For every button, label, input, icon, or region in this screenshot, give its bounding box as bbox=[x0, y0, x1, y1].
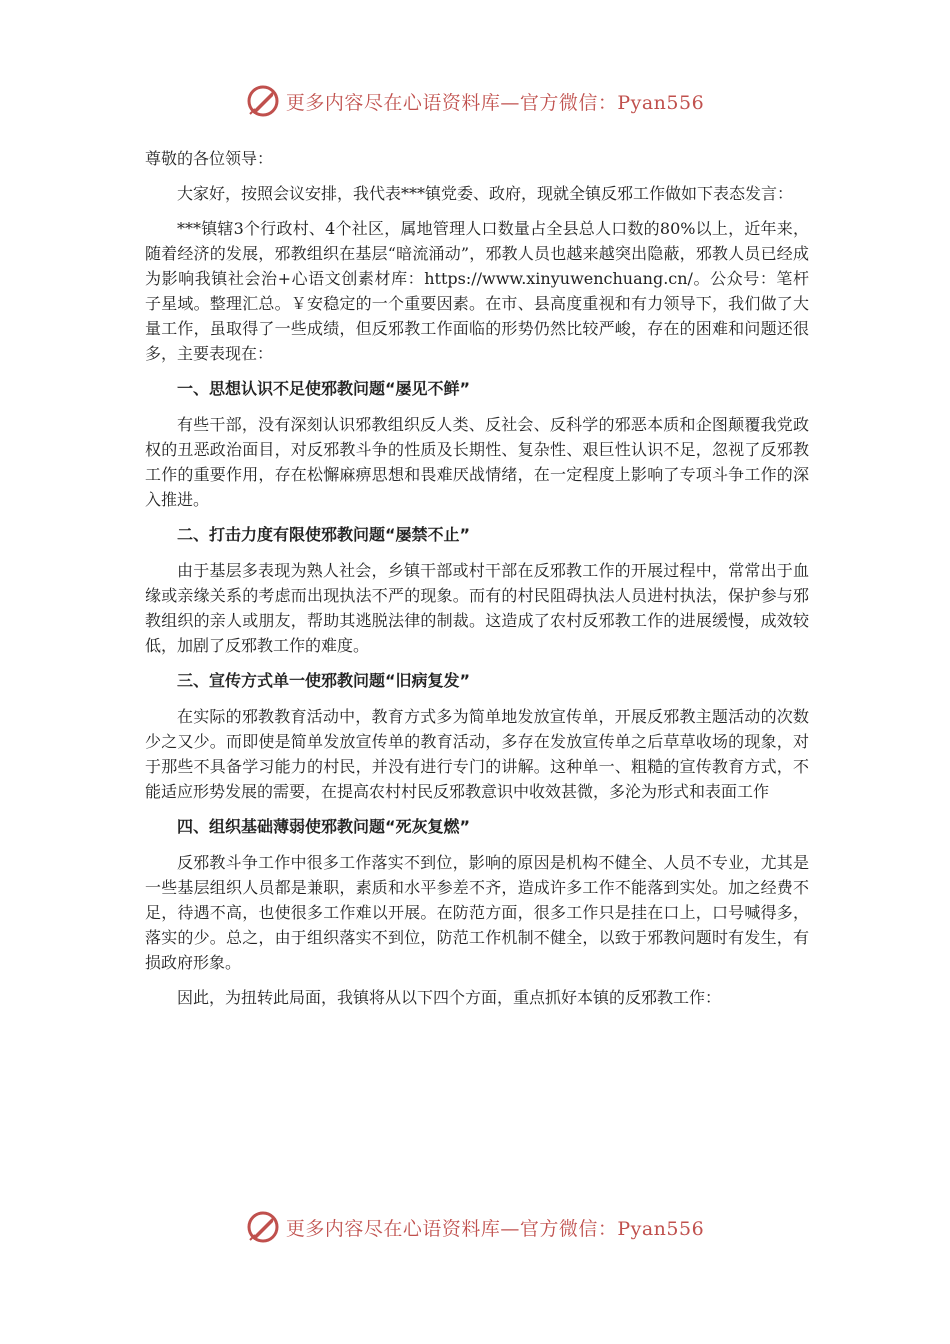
banner-text: 更多内容尽在心语资料库—官方微信：Pyan556 bbox=[285, 91, 705, 114]
header-banner bbox=[0, 84, 950, 118]
paragraph-closing: 因此，为扭转此局面，我镇将从以下四个方面，重点抓好本镇的反邪教工作： bbox=[177, 988, 722, 1007]
section-heading-3: 三、宣传方式单一使邪教问题“旧病复发” bbox=[177, 671, 471, 690]
banner-text: 更多内容尽在心语资料库—官方微信：Pyan556 bbox=[285, 1217, 705, 1240]
paragraph-section-3: 在实际的邪教教育活动中，教育方式多为简单地发放宣传单，开展反邪教主题活动的次数少之又少。而即使是简单发放宣传单的教育活动，多存在发放宣传单之后草草收场的现象，对于那些不具备学习能力的村民，并没有进行专门的讲解。这种单一、粗糙的宣传教育方式，不能适应形势发展的需要，在提高农村村民反邪教意识中收效甚微，多沦为形式和表面工作 bbox=[145, 707, 809, 801]
section-heading-1: 一、思想认识不足使邪教问题“屡见不鲜” bbox=[177, 379, 471, 398]
paragraph-section-4: 反邪教斗争工作中很多工作落实不到位，影响的原因是机构不健全、人员不专业，尤其是一些基层组织人员都是兼职，素质和水平参差不齐，造成许多工作不能落到实处。加之经费不足，待遇不高，也使很多工作难以开展。在防范方面，很多工作只是挂在口上，口号喊得多，落实的少。总之，由于组织落实不到位，防范工作机制不健全，以致于邪教问题时有发生，有损政府形象。 bbox=[145, 853, 809, 972]
section-heading-4: 四、组织基础薄弱使邪教问题“死灰复燃” bbox=[177, 817, 471, 836]
section-heading-2: 二、打击力度有限使邪教问题“屡禁不止” bbox=[177, 525, 471, 544]
footer-banner bbox=[0, 1210, 950, 1244]
paragraph-intro: 大家好，按照会议安排，我代表***镇党委、政府，现就全镇反邪工作做如下表态发言： bbox=[177, 184, 794, 203]
greeting: 尊敬的各位领导： bbox=[145, 149, 274, 168]
paragraph-overview: ***镇辖3个行政村、4个社区，属地管理人口数量占全县总人口数的80%以上，近年来，随着经济的发展，邪教组织在基层“暗流涌动”，邪教人员也越来越突出隐蔽，邪教人员已经成为影响我镇社会治+心语文创素材库：https://www.xinyuwenchuang.cn/。公众号：笔杆子星域。整理汇总。￥安稳定的一个重要因素。在市、县高度重视和有力领导下，我们做了大量工作，虽取得了一些成绩，但反邪教工作面临的形势仍然比较严峻，存在的困难和问题还很多，主要表现在： bbox=[145, 219, 809, 363]
paragraph-section-1: 有些干部，没有深刻认识邪教组织反人类、反社会、反科学的邪恶本质和企图颠覆我党政权的丑恶政治面目，对反邪教斗争的性质及长期性、复杂性、艰巨性认识不足，忽视了反邪教工作的重要作用，存在松懈麻痹思想和畏难厌战情绪，在一定程度上影响了专项斗争工作的深入推进。 bbox=[145, 415, 809, 509]
document-body bbox=[145, 146, 809, 1020]
pen-logo-icon bbox=[246, 84, 280, 118]
pen-logo-icon bbox=[246, 1210, 280, 1244]
paragraph-section-2: 由于基层多表现为熟人社会，乡镇干部或村干部在反邪教工作的开展过程中，常常出于血缘或亲缘关系的考虑而出现执法不严的现象。而有的村民阻碍执法人员进村执法，保护参与邪教组织的亲人或朋友，帮助其逃脱法律的制裁。这造成了农村反邪教工作的进展缓慢，成效较低，加剧了反邪教工作的难度。 bbox=[145, 561, 809, 655]
